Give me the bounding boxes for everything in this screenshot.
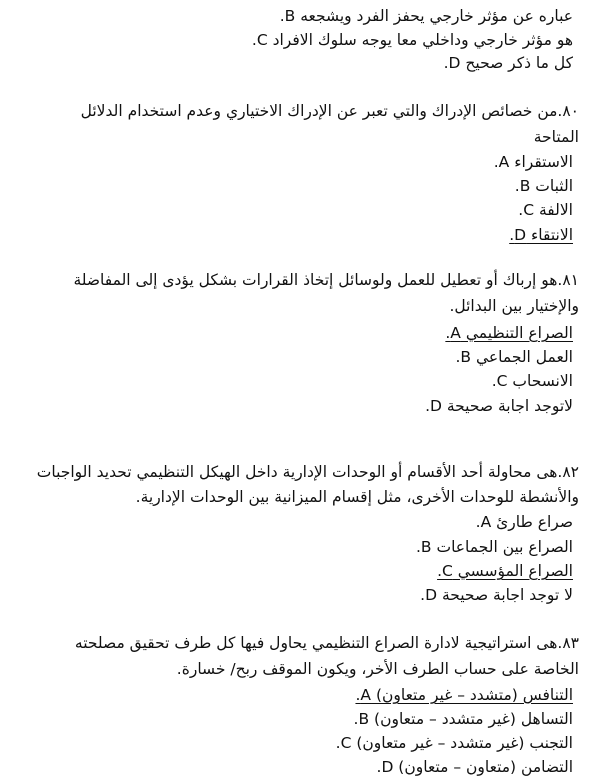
option-a: الاستقراء A.: [493, 153, 573, 171]
option-a-answer: التنافس (متشدد – غير متعاون) A.: [355, 686, 573, 704]
question-82-line-2: والأنشطة للوحدات الأخرى، مثل إقسام الميزانية بين الوحدات الإدارية.: [135, 488, 579, 506]
option-d: كل ما ذكر صحيح D.: [443, 54, 573, 72]
option-a-answer: الصراع التنظيمي A.: [445, 324, 573, 342]
question-81-line-1: ٨١.هو إرباك أو تعطيل للعمل ولوسائل إتخاذ القرارات بشكل يؤدى إلى المفاضلة: [73, 271, 579, 289]
question-80-line-1: ٨٠.من خصائص الإدراك والتي تعبر عن الإدراك الاختياري وعدم استخدام الدلائل: [80, 102, 579, 120]
option-b: التساهل (غير متشدد – متعاون) B.: [353, 710, 573, 728]
option-d: لاتوجد اجابة صحيحة D.: [425, 397, 573, 415]
option-c: هو مؤثر خارجي وداخلي معا يوجه سلوك الافراد C.: [251, 31, 573, 49]
question-81-line-2: والإختيار بين البدائل.: [449, 297, 579, 315]
option-c: الانسحاب C.: [491, 372, 573, 390]
option-c-answer: الصراع المؤسسي C.: [437, 562, 573, 580]
question-82-line-1: ٨٢.هى محاولة أحد الأقسام أو الوحدات الإدارية داخل الهيكل التنظيمي تحديد الواجبات: [36, 463, 579, 481]
option-d-answer: الانتقاء D.: [509, 226, 573, 244]
option-b: الصراع بين الجماعات B.: [415, 538, 573, 556]
option-a: صراع طارئ A.: [475, 513, 573, 531]
option-d: التضامن (متعاون – متعاون) D.: [376, 758, 573, 776]
question-83-line-2: الخاصة على حساب الطرف الأخر، ويكون الموقف ربح/ خسارة.: [176, 660, 579, 678]
option-b: الثبات B.: [514, 177, 573, 195]
option-c: التجنب (غير متشدد – غير متعاون) C.: [335, 734, 573, 752]
option-d: لا توجد اجابة صحيحة D.: [420, 586, 573, 604]
option-c: الالفة C.: [518, 201, 573, 219]
question-83-line-1: ٨٣.هى استراتيجية لادارة الصراع التنظيمي يحاول فيها كل طرف تحقيق مصلحته: [74, 634, 579, 652]
option-b: عباره عن مؤثر خارجي يحفز الفرد ويشجعه B.: [279, 7, 573, 25]
option-b: العمل الجماعي B.: [455, 348, 573, 366]
question-80-line-2: المتاحة: [533, 128, 579, 146]
